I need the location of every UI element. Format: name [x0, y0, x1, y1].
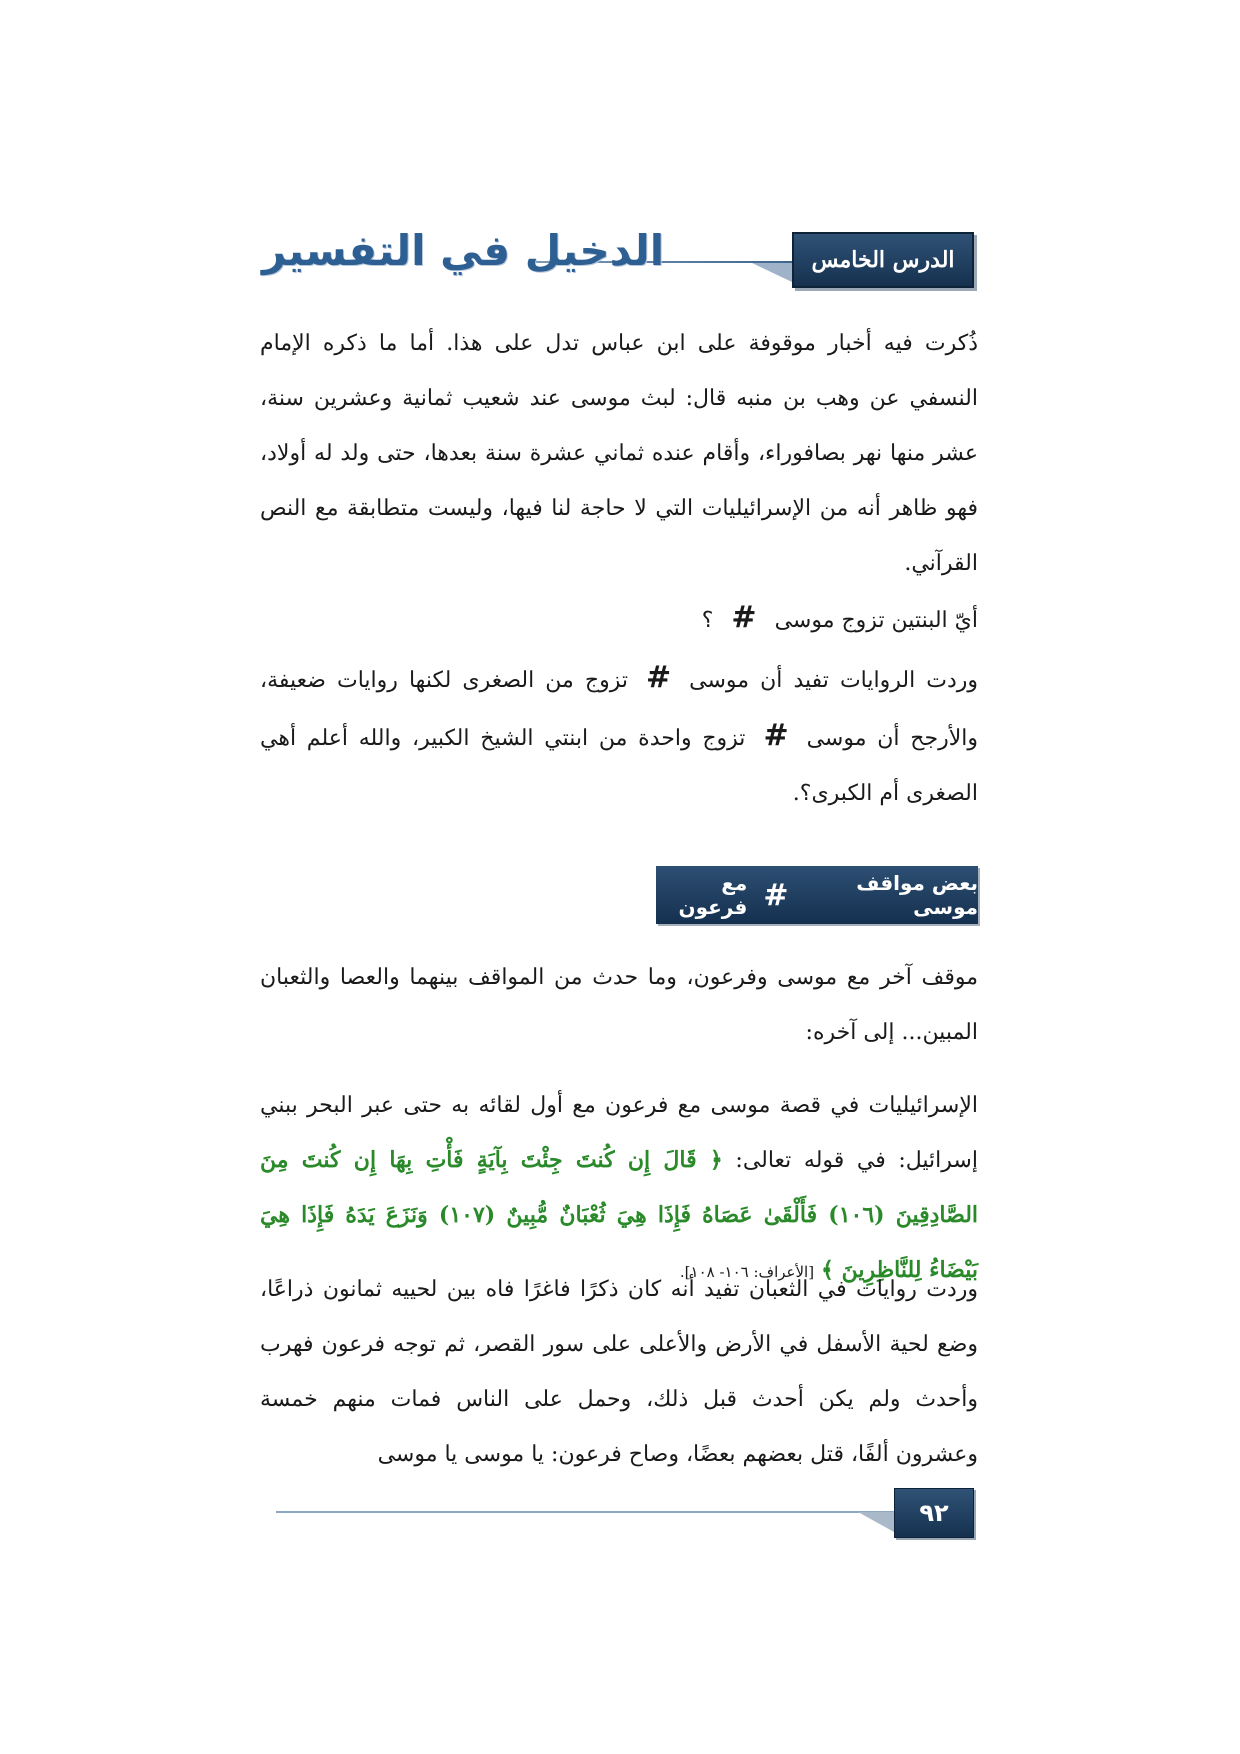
page-footer: [276, 1488, 974, 1540]
hash-symbol: #: [646, 660, 672, 695]
paragraph-3: موقف آخر مع موسى وفرعون، وما حدث من المواقف بينهما والعصا والثعبان المبين... إلى آخره:: [260, 965, 978, 1045]
paragraph-3-block: [260, 950, 978, 1060]
section-title-start: بعض مواقف موسى: [856, 871, 978, 919]
paragraph-1-block: [260, 316, 978, 591]
hash-symbol: #: [731, 600, 757, 635]
hash-symbol: #: [763, 718, 789, 753]
quran-verse: ﴿ قَالَ إِن كُنتَ جِئْتَ بِآيَةٍ فَأْتِ بِهَا إِن كُنتَ مِنَ الصَّادِقِينَ (١٠٦) فَأَلْقَىٰ عَصَاهُ فَإِذَا هِيَ ثُعْبَانٌ مُّبِينٌ (١٠٧) وَنَزَعَ يَدَهُ فَإِذَا هِيَ بَيْضَاءُ لِلنَّاظِرِينَ ﴾: [260, 1147, 979, 1283]
footer-divider: [276, 1511, 894, 1513]
paragraph-2-part-a: وردت الروايات تفيد أن موسى: [689, 668, 979, 693]
paragraph-5: وردت روايات في الثعبان تفيد أنه كان ذكرًا فاغرًا فاه بين لحييه ثمانون ذراعًا، وضع لحية الأسفل في الأرض والأعلى على سور القصر، ثم توجه فرعون فهرب وأحدث ولم يكن أحدث قبل ذلك، وحمل على الناس فمات منهم خمسة وعشرون ألفًا، قتل بعضهم بعضًا، وصاح فرعون: يا موسى يا موسى: [260, 1277, 978, 1467]
section-title-end: مع فرعون: [678, 871, 748, 919]
quran-reference: [الأعراف: ١٠٦- ١٠٨].: [679, 1263, 815, 1281]
paragraph-2-part-b: تزوج من الصغرى لكنها روايات ضعيفة، والأرجح أن موسى: [260, 668, 978, 751]
paragraph-2: [260, 650, 978, 821]
question-block: [260, 590, 978, 648]
lesson-badge: الدرس الخامس: [792, 232, 974, 288]
section-heading: [656, 866, 978, 924]
page-header: [262, 226, 974, 288]
footer-wedge: [858, 1512, 894, 1532]
question-mark: ؟: [701, 608, 714, 633]
paragraph-5-block: [260, 1262, 978, 1482]
paragraph-2-part-c: تزوج واحدة من ابنتي الشيخ الكبير، والله أعلم أهي الصغرى أم الكبرى؟.: [260, 726, 978, 806]
paragraph-2-block: [260, 650, 978, 821]
header-wedge: [750, 262, 792, 282]
page-number: ٩٢: [894, 1488, 974, 1538]
question-line: [260, 590, 978, 648]
hash-symbol: #: [763, 877, 789, 913]
book-title: الدخيل في التفسير: [262, 226, 665, 275]
paragraph-1: ذُكرت فيه أخبار موقوفة على ابن عباس تدل على هذا. أما ما ذكره الإمام النسفي عن وهب بن منبه قال: لبث موسى عند شعيب ثمانية وعشرين سنة، عشر منها نهر بصافوراء، وأقام عنده ثماني عشرة سنة بعدها، حتى ولد له أولاد، فهو ظاهر أنه من الإسرائيليات التي لا حاجة لنا فيها، وليست متطابقة مع النص القرآني.: [260, 331, 978, 576]
paragraph-4-intro: الإسرائيليات في قصة موسى مع فرعون مع أول لقائه به حتى عبر البحر ببني إسرائيل: في قوله تعالى:: [260, 1093, 978, 1173]
question-text: أيّ البنتين تزوج موسى: [774, 608, 978, 633]
